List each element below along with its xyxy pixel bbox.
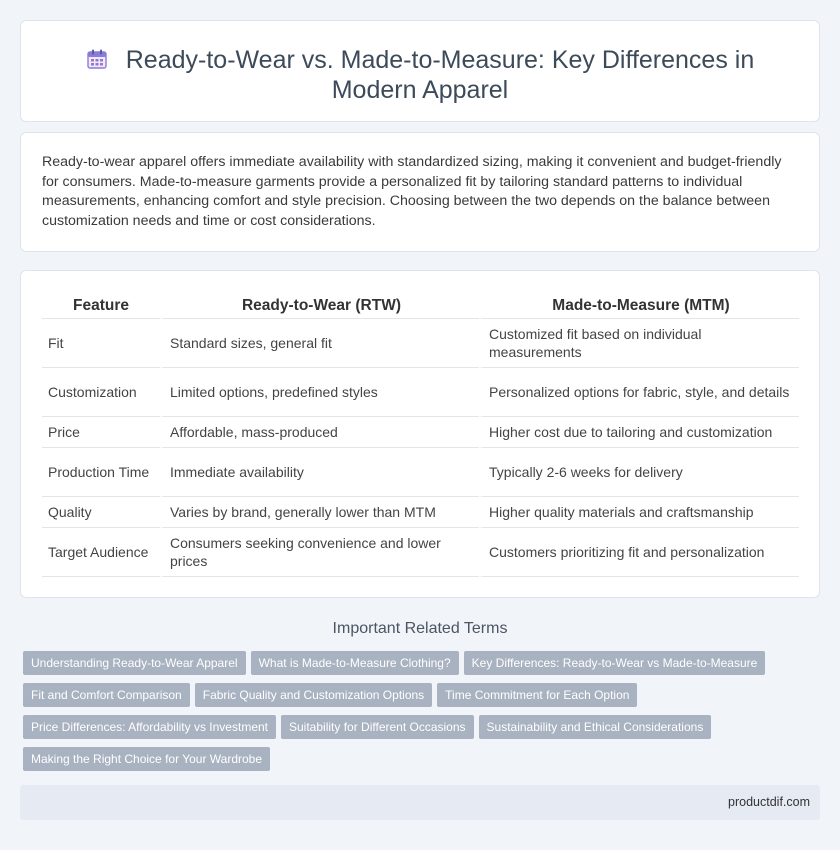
cell-rtw: Limited options, predefined styles — [160, 368, 479, 417]
table-row — [42, 448, 799, 497]
header-mtm: Made-to-Measure (MTM) — [479, 293, 799, 319]
related-terms-tags — [23, 651, 823, 779]
title-wrap — [61, 45, 779, 105]
page-title — [61, 45, 779, 105]
calendar-icon — [86, 48, 108, 70]
table-row — [42, 368, 799, 417]
cell-feature: Target Audience — [42, 528, 160, 577]
cell-rtw: Affordable, mass-produced — [160, 417, 479, 448]
footer — [20, 785, 820, 820]
tag-link[interactable]: Key Differences: Ready-to-Wear vs Made-to-Measure — [464, 651, 766, 675]
cell-rtw: Consumers seeking convenience and lower prices — [160, 528, 479, 577]
intro-card — [20, 132, 820, 252]
header-rtw: Ready-to-Wear (RTW) — [160, 293, 479, 319]
tag-row — [23, 651, 823, 683]
comparison-table-card — [20, 270, 820, 598]
tag-row — [23, 715, 823, 747]
tag-link[interactable]: Fit and Comfort Comparison — [23, 683, 190, 707]
cell-mtm: Higher cost due to tailoring and customization — [479, 417, 799, 448]
cell-mtm: Typically 2-6 weeks for delivery — [479, 448, 799, 497]
tag-link[interactable]: What is Made-to-Measure Clothing? — [251, 651, 459, 675]
header-card — [20, 20, 820, 122]
tag-row — [23, 683, 823, 715]
tag-link[interactable]: Time Commitment for Each Option — [437, 683, 637, 707]
table-row — [42, 528, 799, 577]
cell-mtm: Customized fit based on individual measurements — [479, 319, 799, 368]
table-header-row — [42, 293, 799, 319]
comparison-table — [42, 293, 799, 577]
table-row — [42, 319, 799, 368]
tag-link[interactable]: Understanding Ready-to-Wear Apparel — [23, 651, 246, 675]
table-row — [42, 417, 799, 448]
cell-mtm: Higher quality materials and craftsmanship — [479, 497, 799, 528]
page-title-text: Ready-to-Wear vs. Made-to-Measure: Key Differences in Modern Apparel — [125, 46, 755, 104]
cell-mtm: Personalized options for fabric, style, and details — [479, 368, 799, 417]
cell-feature: Quality — [42, 497, 160, 528]
header-feature: Feature — [42, 293, 160, 319]
cell-rtw: Varies by brand, generally lower than MTM — [160, 497, 479, 528]
intro-paragraph: Ready-to-wear apparel offers immediate availability with standardized sizing, making it convenient and budget-friendly for consumers. Made-to-measure garments provide a personalized fit by tailoring standard patterns to individual measurements, enhancing comfort and style precision. Choosing between the two depends on the balance between customization needs and time or cost considerations. — [42, 154, 782, 229]
table-row — [42, 497, 799, 528]
cell-rtw: Immediate availability — [160, 448, 479, 497]
related-terms-title: Important Related Terms — [332, 620, 508, 637]
tag-link[interactable]: Fabric Quality and Customization Options — [195, 683, 432, 707]
tag-row — [23, 747, 823, 779]
tag-link[interactable]: Making the Right Choice for Your Wardrobe — [23, 747, 270, 771]
cell-rtw: Standard sizes, general fit — [160, 319, 479, 368]
tag-link[interactable]: Suitability for Different Occasions — [281, 715, 474, 739]
cell-feature: Fit — [42, 319, 160, 368]
cell-mtm: Customers prioritizing fit and personalization — [479, 528, 799, 577]
cell-feature: Customization — [42, 368, 160, 417]
cell-feature: Price — [42, 417, 160, 448]
footer-site-link[interactable]: productdif.com — [728, 795, 810, 809]
tag-link[interactable]: Sustainability and Ethical Considerations — [479, 715, 712, 739]
tag-link[interactable]: Price Differences: Affordability vs Investment — [23, 715, 276, 739]
cell-feature: Production Time — [42, 448, 160, 497]
